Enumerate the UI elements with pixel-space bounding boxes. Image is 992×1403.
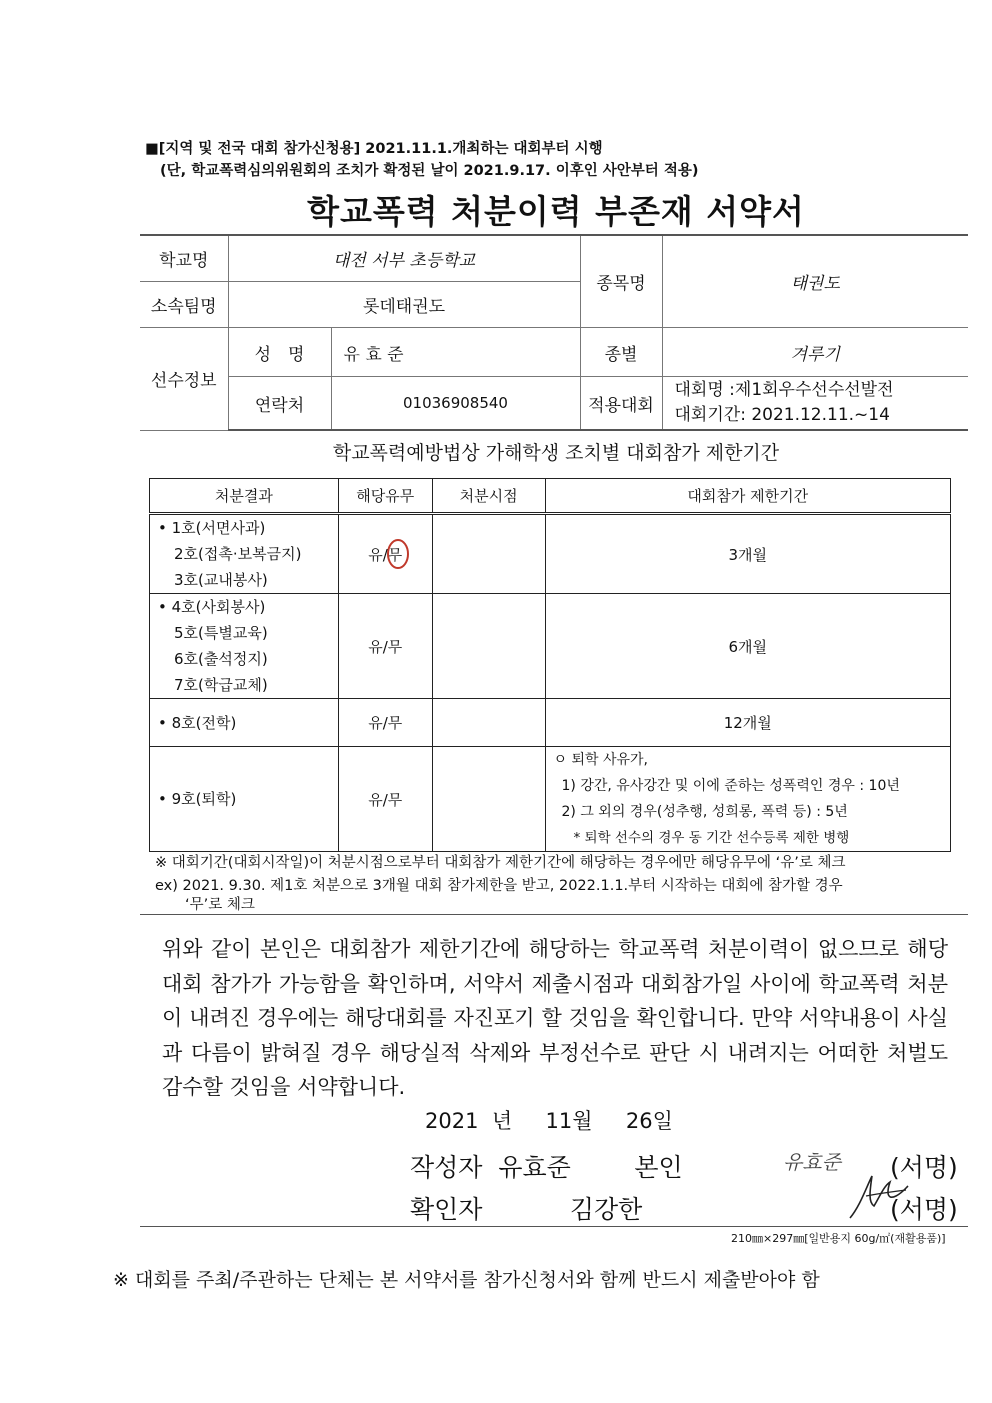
list-item: 5호(특별교육) bbox=[174, 624, 268, 642]
writer-signature-line bbox=[410, 1148, 683, 1184]
restriction-row-items bbox=[150, 747, 339, 852]
pledge-paragraph: 위와 같이 본인은 대회참가 제한기간에 해당하는 학교폭력 처분이력이 없으므로 해당 대회 참가가 가능함을 확인하며, 서약서 제출시점과 대회참가일 사이에 학교폭력 처분이 내려진 경우에는 해당대회를 자진포기 할 것임을 확인합니다. 만약 서약내용이 사실과 다름이 밝혀질 경우 해당실적 삭제와 부정선수로 판단 시 내려지는 어떠한 처벌도 감수할 것임을 서약합니다. bbox=[162, 937, 948, 1099]
sign-label-2: (서명) bbox=[890, 1195, 958, 1224]
restriction-row-items bbox=[150, 699, 339, 747]
category-label: 종별 bbox=[580, 328, 662, 377]
divider bbox=[140, 914, 968, 915]
notice-line-2: (단, 학교폭력심의위원회의 조치가 확정된 날이 2021.9.17. 이후인 사안부터 적용) bbox=[160, 163, 699, 179]
competition-info bbox=[662, 377, 968, 431]
circle-mark-icon bbox=[383, 537, 413, 571]
player-info-label: 선수정보 bbox=[140, 328, 228, 431]
list-item: • 8호(전학) bbox=[158, 713, 237, 732]
time-cell bbox=[432, 747, 545, 852]
date-year: 2021 bbox=[425, 1109, 479, 1133]
date-day: 26일 bbox=[625, 1109, 673, 1133]
period-cell: 12개월 bbox=[545, 699, 950, 747]
school-label: 학교명 bbox=[140, 235, 228, 282]
paper-spec: 210㎜×297㎜[일반용지 60g/㎡(재활용품)] bbox=[731, 1232, 946, 1245]
footnote-3: ‘무’로 체크 bbox=[185, 897, 255, 913]
footnote-1: ※ 대회기간(대회시작일)이 처분시점으로부터 대회참가 제한기간에 해당하는 경우에만 해당유무에 ‘유’로 체크 bbox=[155, 855, 846, 871]
applicant-info-table bbox=[140, 234, 968, 431]
handwritten-name: 유효준 bbox=[783, 1150, 841, 1174]
list-item: • 4호(사회봉사) bbox=[158, 598, 266, 616]
divider bbox=[140, 1226, 968, 1227]
contact-value: 01036908540 bbox=[331, 377, 580, 431]
expulsion-line: 1) 강간, 유사강간 및 이에 준하는 성폭력인 경우 : 10년 bbox=[561, 778, 900, 794]
time-cell bbox=[432, 514, 545, 594]
contact-label: 연락처 bbox=[228, 377, 331, 431]
yn-value: 유/무 bbox=[368, 545, 403, 564]
writer-name: 유효준 bbox=[498, 1153, 571, 1182]
expulsion-line: 2) 그 외의 경우(성추행, 성희롱, 폭력 등) : 5년 bbox=[561, 804, 848, 820]
header-result: 처분결과 bbox=[150, 479, 339, 514]
yn-value: 유/무 bbox=[338, 699, 432, 747]
event-value: 태권도 bbox=[662, 235, 968, 328]
period-cell: 6개월 bbox=[545, 594, 950, 699]
event-label: 종목명 bbox=[580, 235, 662, 328]
header-period: 대회참가 제한기간 bbox=[545, 479, 950, 514]
confirmer-name: 김강한 bbox=[569, 1195, 643, 1224]
pledge-date bbox=[425, 1105, 673, 1135]
period-cell: 3개월 bbox=[545, 514, 950, 594]
list-item: 6호(출석정지) bbox=[174, 650, 268, 668]
period-cell bbox=[545, 747, 950, 852]
page-title: 학교폭력 처분이력 부존재 서약서 bbox=[307, 192, 805, 231]
category-value: 겨루기 bbox=[662, 328, 968, 377]
confirmer-signature-line bbox=[410, 1190, 642, 1226]
restriction-subtitle: 학교폭력예방법상 가해학생 조치별 대회참가 제한기간 bbox=[332, 442, 780, 464]
expulsion-line: ㅇ 퇴학 사유가, bbox=[553, 752, 649, 768]
time-cell bbox=[432, 594, 545, 699]
confirmer-label: 확인자 bbox=[410, 1195, 483, 1224]
expulsion-line: * 퇴학 선수의 경우 동 기간 선수등록 제한 병행 bbox=[573, 830, 850, 846]
list-item: • 1호(서면사과) bbox=[158, 519, 266, 537]
list-item: 3호(교내봉사) bbox=[174, 571, 268, 589]
footnote-2: ex) 2021. 9.30. 제1호 처분으로 3개월 대회 참가제한을 받고, 2022.1.1.부터 시작하는 대회에 참가할 경우 bbox=[155, 878, 843, 894]
yn-value: 유/무 bbox=[338, 594, 432, 699]
notice-line-1: ■[지역 및 전국 대회 참가신청용] 2021.11.1.개최하는 대회부터 시행 bbox=[145, 141, 603, 157]
bottom-note: ※ 대회를 주최/주관하는 단체는 본 서약서를 참가신청서와 함께 반드시 제출받아야 함 bbox=[113, 1269, 820, 1291]
school-value: 대전 서부 초등학교 bbox=[228, 235, 580, 282]
team-value: 롯데태권도 bbox=[228, 282, 580, 328]
list-item: 7호(학급교체) bbox=[174, 676, 268, 694]
date-year-unit: 년 bbox=[491, 1109, 513, 1133]
header-time: 처분시점 bbox=[432, 479, 545, 514]
restriction-row-items bbox=[150, 514, 339, 594]
restriction-table bbox=[149, 478, 951, 852]
list-item: 2호(접촉·보복금지) bbox=[174, 545, 302, 563]
restriction-row-items bbox=[150, 594, 339, 699]
applicable-cell bbox=[338, 514, 432, 594]
time-cell bbox=[432, 699, 545, 747]
sign-label-1: (서명) bbox=[890, 1153, 958, 1182]
date-month: 11월 bbox=[545, 1109, 593, 1133]
list-item: • 9호(퇴학) bbox=[158, 790, 237, 808]
self-label: 본인 bbox=[634, 1153, 683, 1182]
team-label: 소속팀명 bbox=[140, 282, 228, 328]
header-applicable: 해당유무 bbox=[338, 479, 432, 514]
name-value: 유 효 준 bbox=[331, 328, 580, 377]
name-label: 성 명 bbox=[228, 328, 331, 377]
competition-label: 적용대회 bbox=[580, 377, 662, 431]
writer-label: 작성자 bbox=[410, 1153, 483, 1182]
competition-name: 대회명 :제1회우수선수선발전 bbox=[674, 380, 894, 400]
yn-value: 유/무 bbox=[338, 747, 432, 852]
competition-period: 대회기간: 2021.12.11.~14 bbox=[674, 405, 890, 425]
